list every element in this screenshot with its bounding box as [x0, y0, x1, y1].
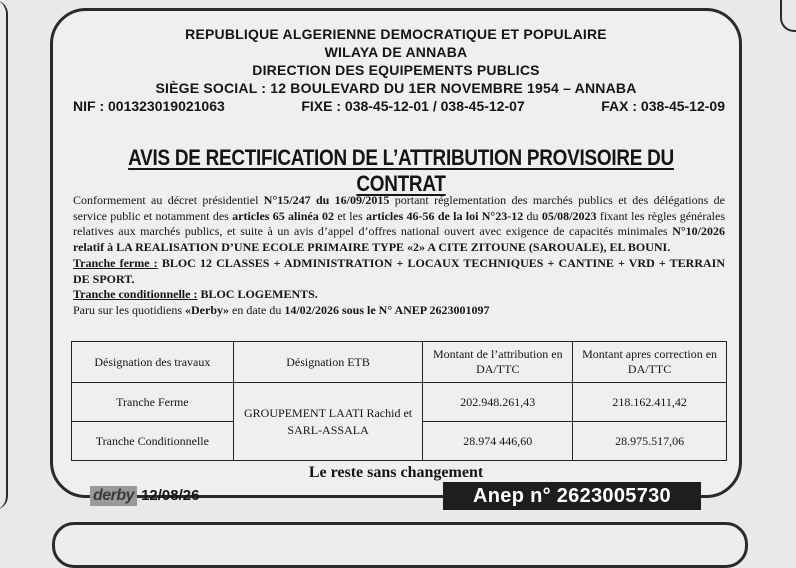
header-nif: NIF : 001323019021063	[73, 98, 225, 114]
adjacent-notice-border	[780, 0, 796, 32]
body-text-segment: du	[523, 208, 542, 223]
table-header-cell: Désignation ETB	[233, 342, 423, 383]
tranche-cond-label: Tranche conditionnelle :	[73, 287, 198, 302]
table-cell-etb: GROUPEMENT LAATI Rachid et SARL-ASSALA	[233, 383, 423, 461]
tranche-conditionnelle	[73, 287, 725, 303]
body-text-segment: en date du	[229, 302, 285, 317]
table-cell-correction: 218.162.411,42	[573, 383, 727, 422]
body-text-segment: Conformement au décret présidentiel	[73, 193, 264, 207]
body-law-ref: articles 46-56 de la loi N°23-12	[365, 208, 524, 223]
publication-ref: 14/02/2026 sous le N° ANEP 2623001097	[284, 302, 490, 317]
body-project-ref: N°10/2026 relatif à LA REALISATION D’UNE ECOLE PRIMAIRE TYPE «2» A CITE ZITOUNE (SAROUALE), EL BOUNI.	[73, 224, 725, 255]
next-notice-border	[52, 522, 748, 568]
body-decree-ref: N°15/247 du 16/09/2015	[263, 193, 390, 207]
table-cell-correction: 28.975.517,06	[573, 422, 727, 461]
derby-logo: derby	[90, 486, 137, 506]
newspaper-tag	[90, 486, 199, 506]
tranche-ferme	[73, 256, 725, 287]
table-cell-attribution: 28.974 446,60	[423, 422, 573, 461]
body-paragraph	[73, 193, 725, 256]
tranche-cond-text: BLOC LOGEMENTS.	[197, 287, 318, 302]
table-header-cell: Montant apres correction en DA/TTC	[573, 342, 727, 383]
newspaper-name: «Derby»	[185, 302, 229, 317]
header-republic: REPUBLIQUE ALGERIENNE DEMOCRATIQUE ET POPULAIRE	[185, 26, 607, 42]
notice-frame	[50, 8, 742, 498]
header-direction: DIRECTION DES EQUIPEMENTS PUBLICS	[252, 62, 540, 78]
table-header-cell: Désignation des travaux	[72, 342, 234, 383]
table-header-cell: Montant de l’attribution en DA/TTC	[423, 342, 573, 383]
table-cell-attribution: 202.948.261,43	[423, 383, 573, 422]
table-row	[72, 383, 727, 422]
body-date-ref: 05/08/2023	[541, 208, 597, 223]
notice-title: AVIS DE RECTIFICATION DE L’ATTRIBUTION PROVISOIRE DU CONTRAT	[128, 145, 674, 196]
header-fax: FAX : 038-45-12-09	[601, 98, 725, 114]
body-article-ref: articles 65 alinéa 02	[232, 208, 335, 223]
table-cell-travaux: Tranche Ferme	[72, 383, 234, 422]
previous-notice-border	[0, 0, 8, 510]
header-address: SIÈGE SOCIAL : 12 BOULEVARD DU 1ER NOVEMBRE 1954 – ANNABA	[155, 80, 637, 96]
body-text-segment: Paru sur les quotidiens	[73, 302, 185, 317]
anep-reference: Anep n° 2623005730	[443, 482, 701, 510]
publication-line	[73, 303, 725, 319]
header-contact-row	[73, 97, 725, 115]
works-table	[71, 341, 727, 461]
table-cell-travaux: Tranche Conditionnelle	[72, 422, 234, 461]
table-header-row	[72, 342, 727, 383]
closing-statement: Le reste sans changement	[308, 464, 484, 481]
notice-body	[73, 193, 725, 319]
body-text-segment: et les	[334, 208, 366, 223]
body-text-segment: portant réglementation des marchés publics et des délégations de service public et notamment des	[73, 193, 725, 223]
header-fixe: FIXE : 038-45-12-01 / 038-45-12-07	[301, 98, 525, 114]
tranche-ferme-text: BLOC 12 CLASSES + ADMINISTRATION + LOCAUX TECHNIQUES + CANTINE + VRD + TERRAIN DE SPORT.	[73, 255, 725, 286]
newspaper-date: 12/08/26	[141, 487, 200, 504]
tranche-ferme-label: Tranche ferme :	[73, 255, 158, 270]
body-text-segment: fixant les règles générales relatives aux marchés publics, et suite à un avis d’appel d’offres national ouvert avec exigence de capacités minimales	[73, 208, 726, 239]
header-wilaya: WILAYA DE ANNABA	[324, 44, 468, 60]
